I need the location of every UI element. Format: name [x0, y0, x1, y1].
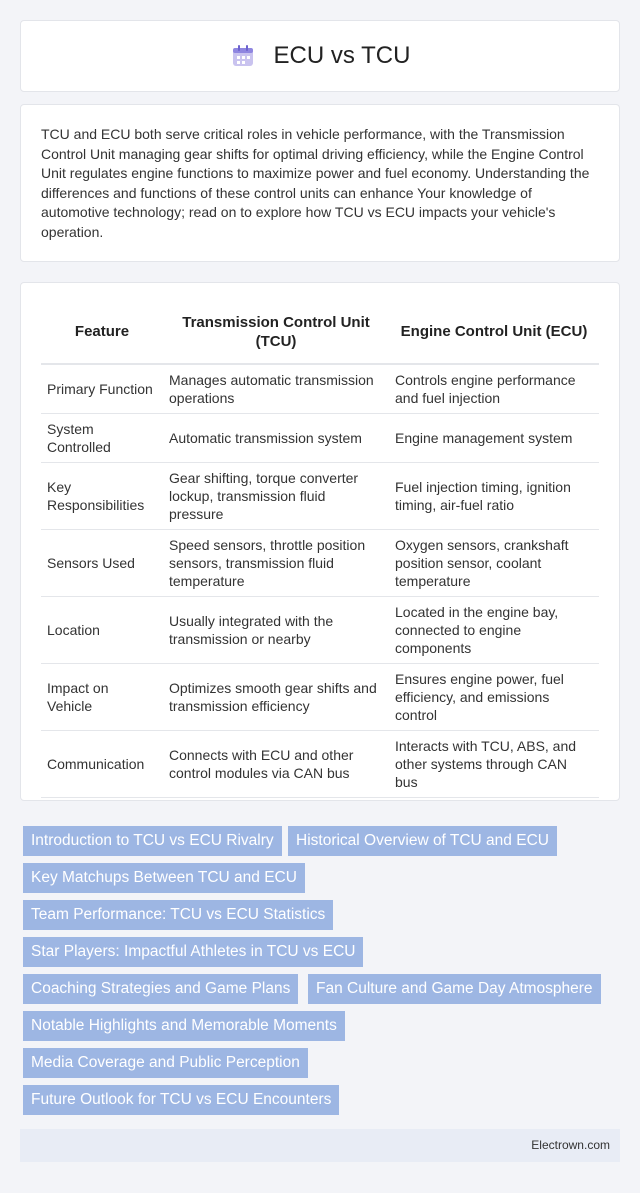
header-feature: Feature [41, 300, 163, 364]
tag-link[interactable]: Historical Overview of TCU and ECU [288, 826, 557, 856]
table-row [41, 414, 599, 463]
feature-cell: Impact on Vehicle [41, 664, 163, 731]
page-title: ECU vs TCU [273, 42, 411, 69]
tag-link[interactable]: Star Players: Impactful Athletes in TCU vs ECU [23, 937, 363, 967]
comparison-table [41, 300, 599, 798]
ecu-cell: Located in the engine bay, connected to engine components [389, 597, 599, 664]
tcu-cell: Gear shifting, torque converter lockup, transmission fluid pressure [163, 463, 389, 530]
footer [20, 1129, 620, 1162]
table-row [41, 530, 599, 597]
comparison-card [20, 282, 620, 801]
table-row [41, 664, 599, 731]
feature-cell: Sensors Used [41, 530, 163, 597]
header-ecu: Engine Control Unit (ECU) [389, 300, 599, 364]
tcu-cell: Manages automatic transmission operations [163, 364, 389, 414]
tag-link[interactable]: Introduction to TCU vs ECU Rivalry [23, 826, 282, 856]
tag-link[interactable]: Notable Highlights and Memorable Moments [23, 1011, 345, 1041]
feature-cell: System Controlled [41, 414, 163, 463]
tag-link[interactable]: Media Coverage and Public Perception [23, 1048, 308, 1078]
ecu-cell: Oxygen sensors, crankshaft position sensor, coolant temperature [389, 530, 599, 597]
intro-text: TCU and ECU both serve critical roles in vehicle performance, with the Transmission Control Unit managing gear shifts for optimal driving efficiency, while the Engine Control Unit regulates engine functions to maximize power and fuel economy. Understanding the differences and functions of these control units can enhance Your knowledge of automotive technology; read on to explore how TCU vs ECU impacts your vehicle's operation. [41, 126, 590, 240]
ecu-cell: Controls engine performance and fuel injection [389, 364, 599, 414]
intro-card [20, 104, 620, 262]
feature-cell: Key Responsibilities [41, 463, 163, 530]
tcu-cell: Optimizes smooth gear shifts and transmission efficiency [163, 664, 389, 731]
table-row [41, 731, 599, 798]
feature-cell: Location [41, 597, 163, 664]
ecu-cell: Engine management system [389, 414, 599, 463]
ecu-cell: Ensures engine power, fuel efficiency, and emissions control [389, 664, 599, 731]
footer-site[interactable]: Electrown.com [531, 1138, 610, 1152]
ecu-cell: Fuel injection timing, ignition timing, air-fuel ratio [389, 463, 599, 530]
tag-link[interactable]: Key Matchups Between TCU and ECU [23, 863, 305, 893]
tcu-cell: Usually integrated with the transmission or nearby [163, 597, 389, 664]
tcu-cell: Connects with ECU and other control modules via CAN bus [163, 731, 389, 798]
table-header-row [41, 300, 599, 364]
ecu-cell: Interacts with TCU, ABS, and other systems through CAN bus [389, 731, 599, 798]
tag-link[interactable]: Coaching Strategies and Game Plans [23, 974, 298, 1004]
tag-link[interactable]: Team Performance: TCU vs ECU Statistics [23, 900, 333, 930]
calendar-icon [230, 43, 256, 69]
table-row [41, 597, 599, 664]
feature-cell: Communication [41, 731, 163, 798]
tag-link[interactable]: Fan Culture and Game Day Atmosphere [308, 974, 601, 1004]
tag-link[interactable]: Future Outlook for TCU vs ECU Encounters [23, 1085, 339, 1115]
header-tcu: Transmission Control Unit (TCU) [163, 300, 389, 364]
table-row [41, 463, 599, 530]
feature-cell: Primary Function [41, 364, 163, 414]
table-row [41, 364, 599, 414]
tcu-cell: Automatic transmission system [163, 414, 389, 463]
tcu-cell: Speed sensors, throttle position sensors, transmission fluid temperature [163, 530, 389, 597]
page-header [20, 20, 620, 92]
